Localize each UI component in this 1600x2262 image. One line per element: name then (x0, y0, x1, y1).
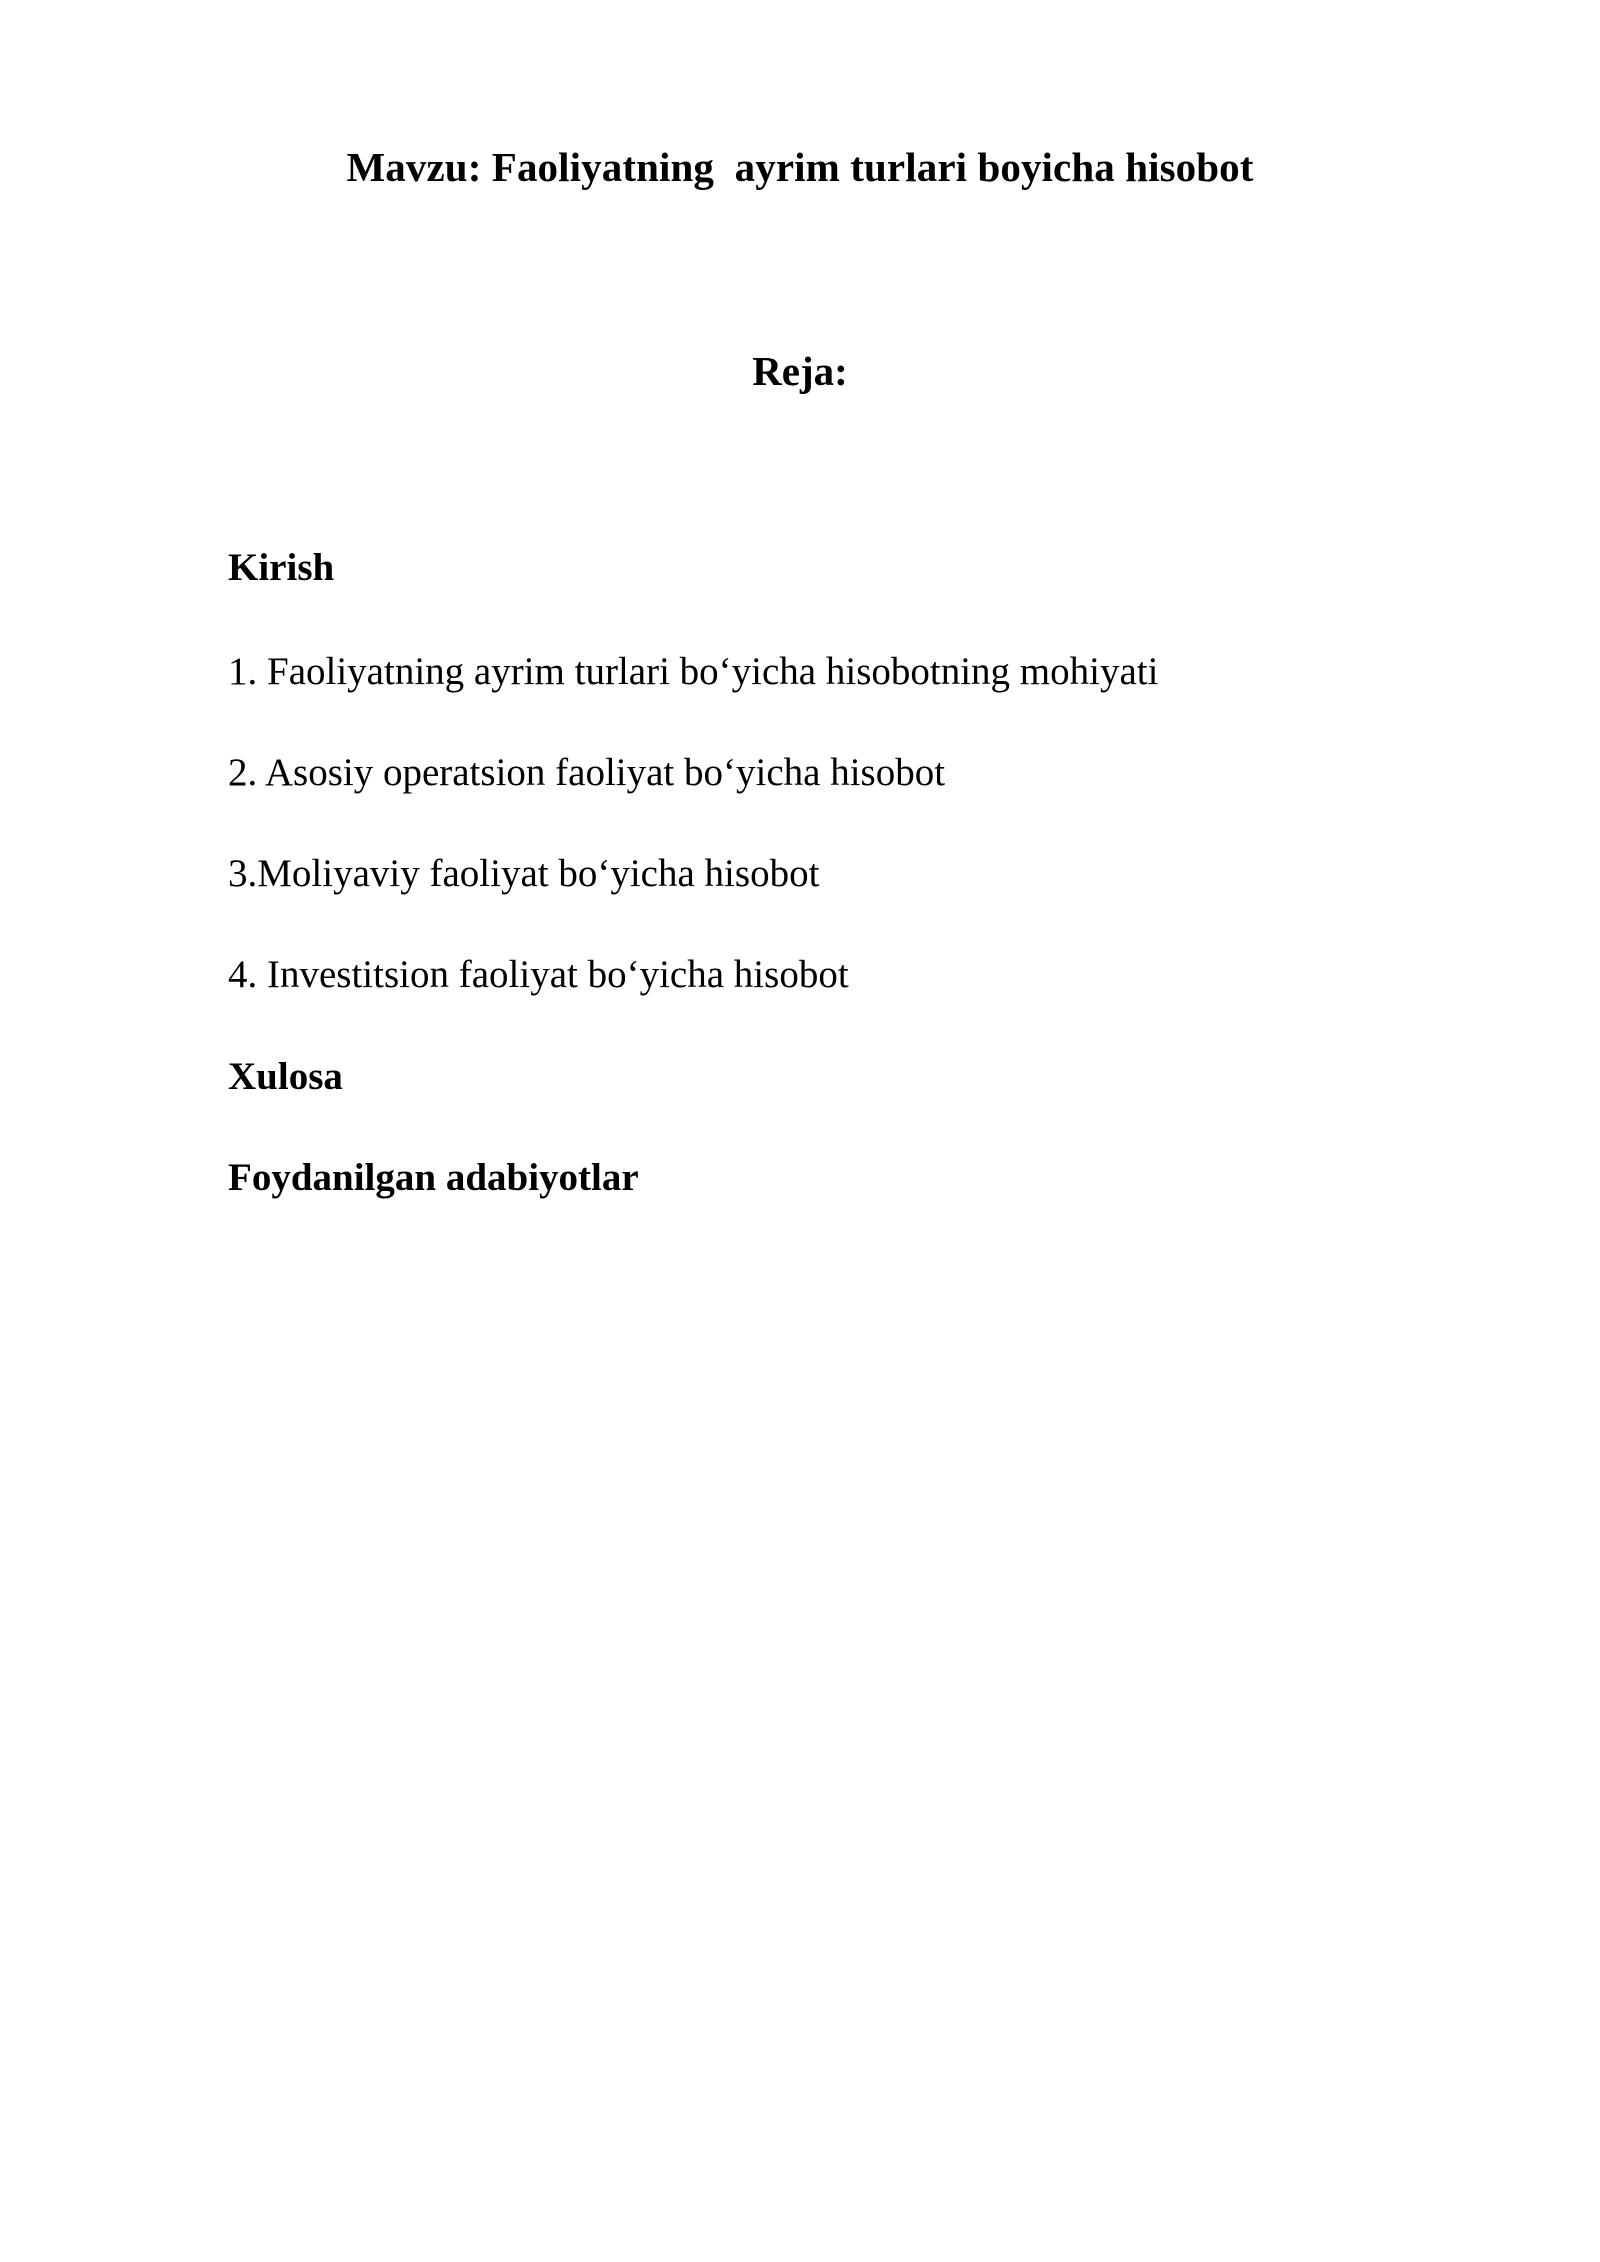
plan-heading: Reja: (752, 348, 848, 394)
contents-item-3: 3.Moliyaviy faoliyat bo‘yicha hisobot (228, 852, 820, 896)
contents-item-xulosa: Xulosa (228, 1054, 343, 1098)
contents-item-foydanilgan-adabiyotlar: Foydanilgan adabiyotlar (228, 1155, 639, 1199)
contents-item-kirish: Kirish (228, 546, 335, 589)
page-title: Mavzu: Faoliyatning ayrim turlari boyicha hisobot (346, 144, 1254, 190)
contents-item-4: 4. Investitsion faoliyat bo‘yicha hisobot (228, 953, 849, 997)
contents-item-1: 1. Faoliyatning ayrim turlari bo‘yicha hisobotning mohiyati (228, 650, 1159, 694)
contents-item-2: 2. Asosiy operatsion faoliyat bo‘yicha hisobot (228, 751, 946, 795)
table-of-contents (228, 547, 1408, 1199)
